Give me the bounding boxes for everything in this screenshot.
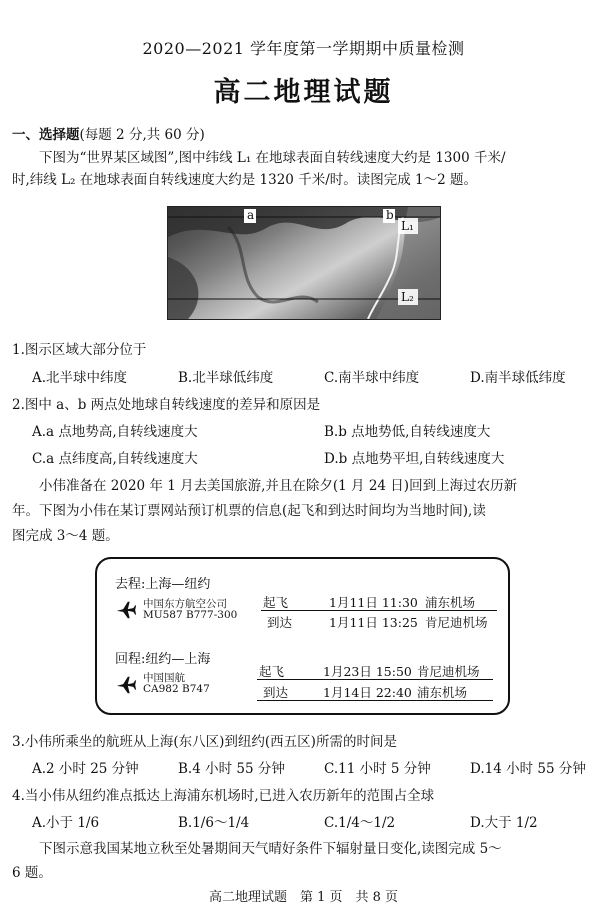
intro-paragraph-1 <box>12 147 596 191</box>
q2-option-a: A.a 点地势高,自转线速度大 <box>32 424 198 440</box>
q4-option-b: B.1/6～1/4 <box>178 815 250 831</box>
intro1-line2: 时,纬线 L₂ 在地球表面自转线速度大约是 1320 千米/时。读图完成 1～2 题。 <box>12 172 477 188</box>
page-footer: 高二地理试题 第 1 页 共 8 页 <box>208 890 399 905</box>
exam-header: 2020—2021 学年度第一学期期中质量检测 <box>142 39 465 58</box>
q4-option-a: A.小于 1/6 <box>32 815 100 831</box>
return-arrive-row <box>257 683 493 701</box>
outbound-depart-time: 1月11日 11:30 <box>329 595 418 610</box>
return-arrive-airport: 浦东机场 <box>417 685 468 700</box>
outbound-arrive-label: 到达 <box>267 615 293 630</box>
intro-paragraph-3 <box>12 837 596 885</box>
map-label-l2: L₂ <box>401 290 414 304</box>
intro-paragraph-2 <box>12 474 596 549</box>
outbound-airline: 中国东方航空公司 <box>143 598 227 610</box>
map-terrain-svg <box>168 207 440 319</box>
q2-option-c: C.a 点纬度高,自转线速度大 <box>32 451 198 467</box>
q1-option-b: B.北半球低纬度 <box>178 370 274 386</box>
world-region-map <box>167 206 441 320</box>
section-heading <box>12 123 205 143</box>
map-label-b: b <box>386 208 394 222</box>
q1-option-a: A.北半球中纬度 <box>32 370 128 386</box>
exam-title: 高二地理试题 <box>213 77 394 108</box>
outbound-arrive-time: 1月11日 13:25 <box>329 615 418 630</box>
question-2-stem: 2.图中 a、b 两点处地球自转线速度的差异和原因是 <box>12 397 321 413</box>
return-depart-row <box>257 662 493 680</box>
q1-option-c: C.南半球中纬度 <box>324 370 420 386</box>
return-arrive-time: 1月14日 22:40 <box>323 685 412 700</box>
intro1-line1: 下图为“世界某区域图”,图中纬线 L₁ 在地球表面自转线速度大约是 1300 千米/ <box>39 150 506 166</box>
question-1-stem: 1.图示区域大部分位于 <box>12 342 147 358</box>
q4-option-c: C.1/4～1/2 <box>324 815 396 831</box>
return-depart-label: 起飞 <box>259 664 285 679</box>
q1-option-d: D.南半球低纬度 <box>470 370 566 386</box>
q3-option-d: D.14 小时 55 分钟 <box>470 761 586 777</box>
outbound-flight-number: MU587 B777-300 <box>143 609 238 621</box>
outbound-arrive-row <box>261 613 497 630</box>
flight-ticket-box <box>95 557 510 715</box>
q4-option-d: D.大于 1/2 <box>470 815 538 831</box>
outbound-depart-airport: 浦东机场 <box>425 595 476 610</box>
map-label-l1: L₁ <box>401 219 414 233</box>
airplane-icon <box>115 599 137 621</box>
outbound-title: 去程:上海—纽约 <box>115 577 211 592</box>
return-title: 回程:纽约—上海 <box>115 652 211 667</box>
outbound-depart-row <box>261 593 497 611</box>
q2-option-d: D.b 点地势平坦,自转线速度大 <box>324 451 505 467</box>
intro2-line1: 小伟准备在 2020 年 1 月去美国旅游,并且在除夕(1 月 24 日)回到上海过农历新 <box>39 478 518 494</box>
outbound-depart-label: 起飞 <box>263 595 289 610</box>
return-depart-airport: 肯尼迪机场 <box>417 664 480 679</box>
q3-option-a: A.2 小时 25 分钟 <box>32 761 139 777</box>
return-flight-number: CA982 B747 <box>143 683 210 695</box>
question-4-stem: 4.当小伟从纽约准点抵达上海浦东机场时,已进入农历新年的范围占全球 <box>12 788 435 804</box>
intro2-line3: 图完成 3～4 题。 <box>12 528 119 544</box>
return-airline: 中国国航 <box>143 672 185 684</box>
return-arrive-label: 到达 <box>263 685 289 700</box>
q3-option-c: C.11 小时 5 分钟 <box>324 761 431 777</box>
q3-option-b: B.4 小时 55 分钟 <box>178 761 285 777</box>
map-label-a: a <box>247 208 255 222</box>
intro3-line2: 6 题。 <box>12 865 52 881</box>
airplane-icon <box>115 674 137 696</box>
question-3-stem: 3.小伟所乘坐的航班从上海(东八区)到纽约(西五区)所需的时间是 <box>12 734 397 750</box>
section-note: (每题 2 分,共 60 分) <box>79 127 205 143</box>
intro3-line1: 下图示意我国某地立秋至处暑期间天气晴好条件下辐射量日变化,读图完成 5～ <box>39 841 502 857</box>
outbound-arrive-airport: 肯尼迪机场 <box>425 615 488 630</box>
return-depart-time: 1月23日 15:50 <box>323 664 412 679</box>
intro2-line2: 年。下图为小伟在某订票网站预订机票的信息(起飞和到达时间均为当地时间),读 <box>12 503 486 519</box>
q2-option-b: B.b 点地势低,自转线速度大 <box>324 424 491 440</box>
section-label: 一、选择题 <box>12 127 80 143</box>
